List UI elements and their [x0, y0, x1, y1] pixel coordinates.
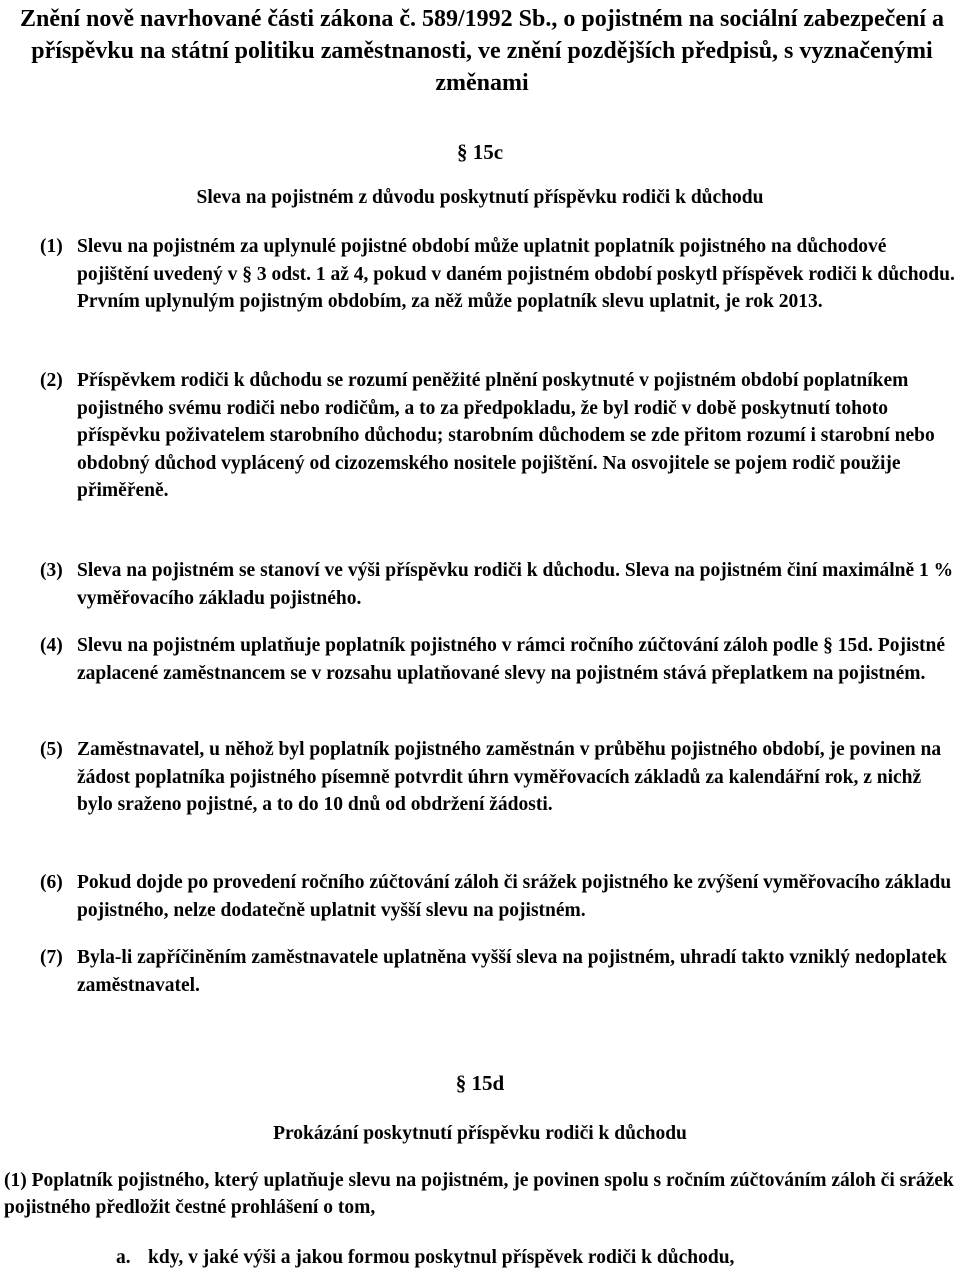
paragraph-text: Zaměstnavatel, u něhož byl poplatník pojistného zaměstnán v průběhu pojistného období, je povinen na žádost poplatníka pojistného písemně potvrdit úhrn vyměřovacích základů za kalendářní rok, z nichž bylo sraženo pojistné, a to do 10 dnů od obdržení žádosti.: [77, 739, 942, 815]
paragraph-text: Slevu na pojistném uplatňuje poplatník pojistného v rámci ročního zúčtování záloh podle § 15d. Pojistné zaplacené zaměstnancem se v rozsahu uplatňované slevy na pojistném stává přeplatkem na pojistném.: [77, 635, 946, 684]
section-15d-paragraph-1: (1) Poplatník pojistného, který uplatňuje slevu na pojistném, je povinen spolu s ročním zúčtováním záloh či srážek pojistného předložit čestné prohlášení o tom,: [4, 1170, 954, 1218]
document-title: Znění nově navrhované části zákona č. 589/1992 Sb., o pojistném na sociální zabezpečení a příspěvku na státní politiku zaměstnanosti, ve znění pozdějších předpisů, s vyznačenými změnami: [19, 6, 945, 96]
section-15c-paragraph-6: [40, 869, 960, 924]
paragraph-number: (5): [40, 739, 63, 760]
section-15c-paragraph-5: [40, 736, 960, 819]
section-15c-heading: Sleva na pojistném z důvodu poskytnutí příspěvku rodiči k důchodu: [196, 187, 764, 208]
section-15c-paragraph-4: [40, 632, 960, 687]
paragraph-number: (3): [40, 560, 63, 581]
list-item: [116, 1244, 956, 1271]
section-15d-heading: Prokázání poskytnutí příspěvku rodiči k důchodu: [273, 1123, 687, 1144]
section-15d-number: § 15d: [455, 1071, 505, 1095]
paragraph-text: Byla-li zapříčiněním zaměstnavatele uplatněna vyšší sleva na pojistném, uhradí takto vzniklý nedoplatek zaměstnavatel.: [77, 947, 947, 996]
paragraph-number: (6): [40, 872, 63, 893]
paragraph-number: (7): [40, 947, 63, 968]
section-15c-paragraph-3: [40, 557, 960, 612]
paragraph-number: (4): [40, 635, 63, 656]
list-item-marker: a.: [116, 1247, 131, 1268]
paragraph-text: Sleva na pojistném se stanoví ve výši příspěvku rodiči k důchodu. Sleva na pojistném činí maximálně 1 % vyměřovacího základu pojistného.: [77, 560, 954, 609]
section-15c-number: § 15c: [456, 140, 504, 164]
paragraph-number: (2): [40, 370, 63, 391]
section-15c-paragraph-1: [40, 233, 960, 316]
section-15c-paragraph-7: [40, 944, 960, 999]
paragraph-number: (1): [40, 236, 63, 257]
paragraph-text: Pokud dojde po provedení ročního zúčtování záloh či srážek pojistného ke zvýšení vyměřovacího základu pojistného, nelze dodatečně uplatnit vyšší slevu na pojistném.: [77, 872, 952, 921]
list-item-text: kdy, v jaké výši a jakou formou poskytnul příspěvek rodiči k důchodu,: [148, 1247, 735, 1268]
paragraph-text: Slevu na pojistném za uplynulé pojistné období může uplatnit poplatník pojistného na důchodové pojištění uvedený v § 3 odst. 1 až 4, pokud v daném pojistném období poskytl příspěvek rodiči k důchodu. Prvním uplynulým pojistným obdobím, za něž může poplatník slevu uplatnit, je rok 2013.: [77, 236, 955, 312]
paragraph-text: Příspěvkem rodiči k důchodu se rozumí peněžité plnění poskytnuté v pojistném období poplatníkem pojistného svému rodiči nebo rodičům, a to za předpokladu, že byl rodič v době poskytnutí tohoto příspěvku poživatelem starobního důchodu; starobním důchodem se zde přitom rozumí i starobní nebo obdobný důchod vyplácený od cizozemského nositele pojištění. Na osvojitele se pojem rodič použije přiměřeně.: [77, 370, 935, 501]
section-15c-paragraph-2: [40, 367, 960, 505]
